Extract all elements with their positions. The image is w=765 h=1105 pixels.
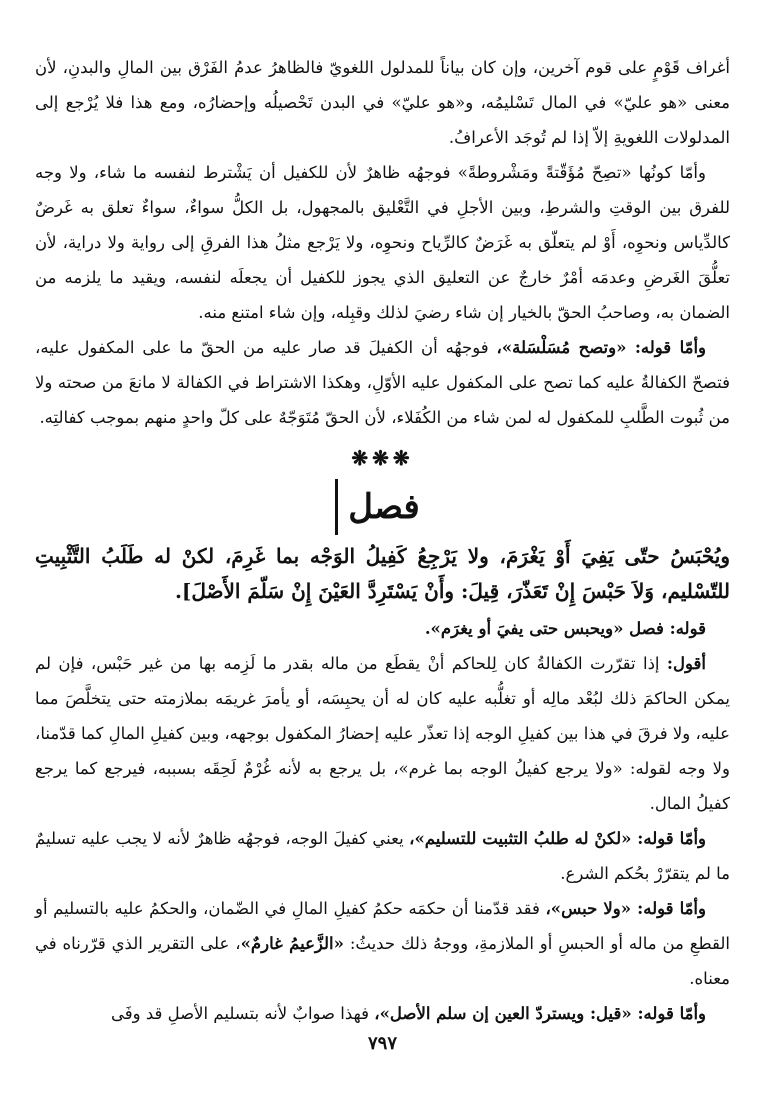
paragraph-7-hadith: «الزَّعيمُ غارمٌ» (240, 934, 344, 953)
paragraph-6-text: يعني كفيلَ الوجه، فوجهُه ظاهرٌ لأنه لا يجب عليه تسليمٌ ما لم يتقرّرْ بحُكم الشرع. (35, 829, 730, 883)
paragraph-5-text: إذا تقرّرت الكفالةُ كان لِلحاكم أنْ يقطَع من ماله بقدر ما لَزِمه بها من غير حَبْس، فإن لم يمكن الحاكمَ ذلك لبُعْد مالِه أو تغلُّبه عليه كان له أن يحبِسَه، أو يأمرَ غريمَه بملازمته حتى يتخلَّصَ مما عليه، ولا فرقَ في هذا بين كفيلِ الوجه إذا تعذّر عليه إحضارُ المكفول بوجهه، وبين كفيلِ المالِ كما قدّمنا، ولا وجه لقوله: «ولا يرجع كفيلُ الوجه بما غرم»، بل يرجع به لأنه غُرْمٌ لَحِقَه بسببه، فيرجع كما يرجع كفيلُ المال. (35, 654, 730, 813)
paragraph-3-lead: وأمّا قوله: «وتصح مُسَلْسَلة»، (496, 338, 706, 357)
paragraph-7 (35, 891, 730, 996)
paragraph-6-lead: وأمّا قوله: «لكنْ له طلبُ التثبيت للتسليم»، (409, 829, 707, 848)
paragraph-7-lead: وأمّا قوله: «ولا حبس»، (545, 899, 706, 918)
paragraph-1: أغراف قَوْمٍ على قوم آخرين، وإن كان بياناً للمدلول اللغويّ فالظاهرُ عدمُ الفَرْق بين المالِ والبدنِ، لأن معنى «هو عليّ» في المال تَسْليمُه، و«هو عليّ» في البدن تَحْصيلُه وإحضارُه، ومع هذا فلا يُرْجع إلى المدلولات اللغويةِ إلاّ إذا لم تُوجَد الأعرافُ. (35, 58, 730, 147)
page-number: ٧٩٧ (367, 1033, 397, 1054)
paragraph-6 (35, 821, 730, 891)
paragraph-2: وأمّا كونُها «تصِحّ مُؤَقّتةً ومَشْروطةً» فوجهُه ظاهرٌ لأن للكفيل أن يَشْترط لنفسه ما شاء، ولا وجه للفرق بين الوقتِ والشرطِ، وبين الأجلِ في التَّعْليق بالمجهول، بل الكلُّ سواءٌ، سواءٌ تعلق به غَرضٌ كالدِّياس ونحوِه، أَوْ لم يتعلّق به غَرَضٌ كالرِّياح ونحوِه، ولا يَرْجع مثلُ هذا الفرقِ إلى رواية ولا دراية، لأن تعلُّقَ الغَرضِ وعدمَه أمْرٌ خارجٌ عن التعليق الذي يجوز للكفيل أن يجعلَه لنفسه، ويقيد ما يلزمه من الضمان به، وصاحبُ الحقّ بالخيار إن شاء رضيَ لذلك وقبِله، وإن شاء امتنع منه. (35, 163, 730, 322)
section-heading-wrap (35, 479, 730, 535)
matn-text: ويُحْبَسُ حتّى يَفِيَ أَوْ يَغْرَمَ، ولا يَرْجِعُ كَفِيلُ الوَجْه بما غَرِمَ، لكنْ له طَلَبُ التَّثْبِيتِ للتّسْليم، وَلاَ حَبْسَ إِنْ تَعَذّرَ، قِيلَ: وأَنْ يَسْتَرِدَّ العَيْنَ إِنْ سَلّمَ الأَصْلَ]. (35, 544, 730, 603)
section-heading: فصل (335, 479, 430, 535)
paragraph-4: قوله: فصل «ويحبس حتى يفيَ أو يغرَم». (424, 619, 706, 638)
paragraph-8-text: فهذا صوابٌ لأنه بتسليم الأصلِ قد وفَى (110, 1004, 375, 1023)
paragraph-3 (35, 330, 730, 435)
paragraph-8 (35, 996, 730, 1031)
paragraph-7-text: فقد قدّمنا أن حكمَه حكمُ كفيلِ المالِ في الضّمان، والحكمُ عليه بالتسليم أو القطعِ من ماله أو الحبسِ أو الملازمةِ، ووجهُ ذلك حديثُ: (35, 899, 730, 953)
page-body (35, 50, 730, 1031)
paragraph-7-end: ، على التقرير الذي قرّرناه في معناه. (35, 934, 730, 988)
paragraph-5-lead: أقول: (666, 654, 706, 673)
section-separator: ❋❋❋ (351, 446, 414, 470)
paragraph-8-lead: وأمّا قوله: «قيل: ويستردّ العين إن سلم الأصل»، (374, 1004, 706, 1023)
paragraph-3-text: فوجهُه أن الكفيلَ قد صار عليه من الحقّ ما على المكفول عليه، فتصحّ الكفالةُ عليه كما تصح على المكفول عليه الأوّلِ، وهكذا الاشتراط في الكفالة لا مانعَ من صحته ولا من ثُبوت الطَّلبِ للمكفول له لمن شاء من الكُفَلاء، لأن الحقّ مُتَوَجّهٌ على كلّ واحدٍ منهم بموجب كفالتِه. (35, 338, 730, 427)
paragraph-5 (35, 646, 730, 821)
